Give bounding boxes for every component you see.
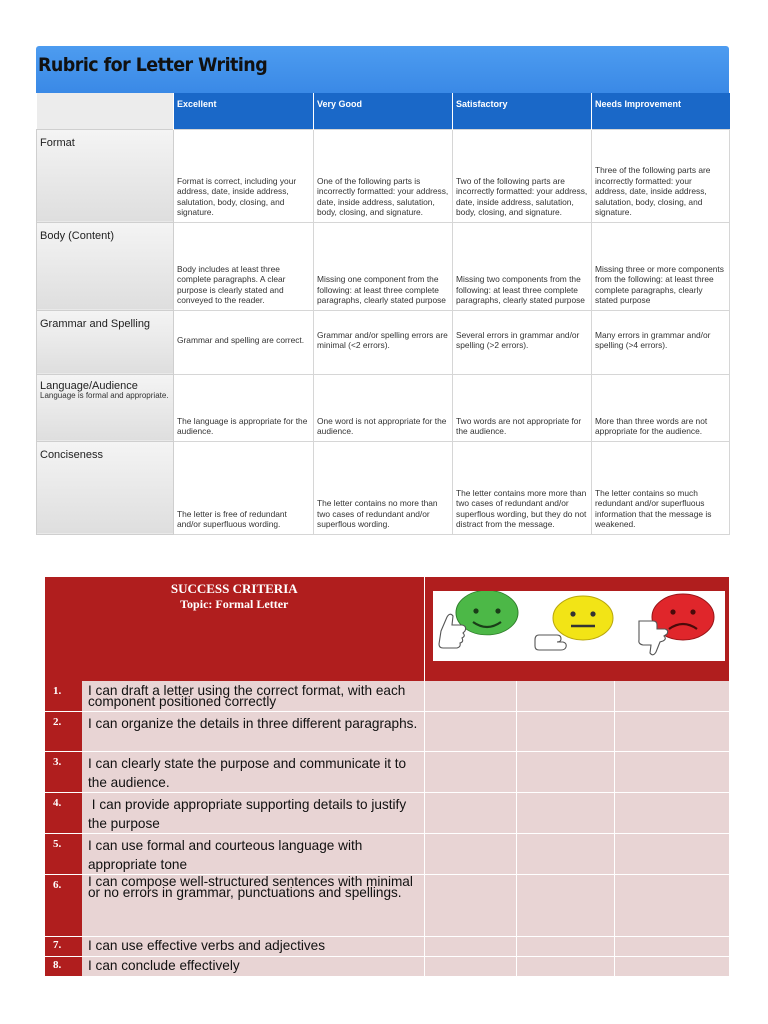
rating-box-happy[interactable] — [424, 681, 516, 711]
rubric-row-conciseness — [37, 441, 730, 534]
sad-thumbs-down-icon — [638, 594, 713, 655]
level-satisfactory: Satisfactory — [453, 93, 592, 129]
criteria-number: 2. — [45, 711, 82, 751]
rating-box-happy[interactable] — [424, 956, 516, 976]
rating-box-sad[interactable] — [614, 956, 729, 976]
rubric-cell: Grammar and/or spelling errors are minimal (<2 errors). — [314, 310, 453, 374]
rubric-cell: Three of the following parts are incorrectly formatted: your address, date, inside address, salutation, body, closing, and signature. — [592, 129, 730, 222]
rubric-cell: Format is correct, including your address, date, inside address, salutation, body, closing, and signature. — [174, 129, 314, 222]
criteria-statement: I can use formal and courteous language with appropriate tone — [82, 833, 424, 874]
rating-box-sad[interactable] — [614, 792, 729, 833]
criteria-number: 3. — [45, 751, 82, 792]
level-excellent: Excellent — [174, 93, 314, 129]
happy-thumbs-up-icon — [439, 591, 518, 648]
rubric-cell: More than three words are not appropriate for the audience. — [592, 374, 730, 441]
criterion-name: Conciseness — [40, 448, 103, 461]
success-criteria-topic: Topic: Formal Letter — [180, 597, 289, 611]
rubric-cell: The language is appropriate for the audience. — [174, 374, 314, 441]
rating-box-happy[interactable] — [424, 711, 516, 751]
rating-box-neutral[interactable] — [516, 936, 614, 956]
criteria-row-8 — [45, 956, 729, 976]
rating-box-sad[interactable] — [614, 936, 729, 956]
rubric-row-language — [37, 374, 730, 441]
criterion-name: Format — [40, 136, 75, 149]
criterion-name: Body (Content) — [40, 229, 114, 242]
criterion-cell — [37, 222, 174, 310]
rating-box-neutral[interactable] — [516, 956, 614, 976]
rubric-cell: The letter contains so much redundant and/or superfluous information that the message is weakened. — [592, 441, 730, 534]
criteria-row-2 — [45, 711, 729, 751]
rubric-cell: Several errors in grammar and/or spelling (>2 errors). — [453, 310, 592, 374]
criteria-statement: I can use effective verbs and adjectives — [82, 936, 424, 956]
criteria-row-7 — [45, 936, 729, 956]
rubric-cell: Missing two components from the following: at least three complete paragraphs, clearly stated purpose — [453, 222, 592, 310]
success-criteria-section — [45, 577, 729, 977]
criterion-cell — [37, 441, 174, 534]
rating-box-sad[interactable] — [614, 833, 729, 874]
criteria-row-5 — [45, 833, 729, 874]
letter-writing-rubric — [36, 46, 729, 546]
rubric-title-bar — [36, 46, 729, 93]
rubric-cell: Grammar and spelling are correct. — [174, 310, 314, 374]
rubric-cell: One word is not appropriate for the audience. — [314, 374, 453, 441]
criteria-number: 7. — [45, 936, 82, 956]
success-criteria-header — [45, 577, 729, 681]
rubric-cell: The letter is free of redundant and/or superfluous wording. — [174, 441, 314, 534]
rubric-cell: Two words are not appropriate for the audience. — [453, 374, 592, 441]
criteria-statement: I can draft a letter using the correct format, with each component positioned correctly — [82, 681, 424, 711]
rubric-table — [36, 93, 730, 535]
criterion-name: Language/Audience — [40, 379, 138, 392]
rating-box-sad[interactable] — [614, 711, 729, 751]
criteria-statement: I can provide appropriate supporting details to justify the purpose — [82, 792, 424, 833]
success-criteria-table — [45, 577, 729, 977]
criteria-row-6 — [45, 874, 729, 936]
criteria-statement: I can organize the details in three different paragraphs. — [82, 711, 424, 751]
rating-box-happy[interactable] — [424, 751, 516, 792]
rubric-row-grammar — [37, 310, 730, 374]
rubric-row-body — [37, 222, 730, 310]
criteria-number: 5. — [45, 833, 82, 874]
success-criteria-title-cell — [45, 577, 424, 681]
rating-faces-cell — [424, 577, 729, 681]
rating-faces-graphic — [433, 591, 725, 661]
rating-box-neutral[interactable] — [516, 751, 614, 792]
rubric-row-format — [37, 129, 730, 222]
criterion-cell — [37, 374, 174, 441]
rating-box-sad[interactable] — [614, 681, 729, 711]
rubric-cell: Missing three or more components from the following: at least three complete paragraphs, clearly stated purpose — [592, 222, 730, 310]
rating-box-neutral[interactable] — [516, 681, 614, 711]
rating-box-sad[interactable] — [614, 874, 729, 936]
rating-box-happy[interactable] — [424, 936, 516, 956]
criterion-note: Language is formal and appropriate. — [40, 390, 169, 400]
criteria-number: 6. — [45, 874, 82, 936]
criteria-statement: I can clearly state the purpose and communicate it to the audience. — [82, 751, 424, 792]
criterion-cell — [37, 310, 174, 374]
criterion-name: Grammar and Spelling — [40, 317, 151, 330]
rating-box-happy[interactable] — [424, 833, 516, 874]
criteria-number: 8. — [45, 956, 82, 976]
criteria-row-3 — [45, 751, 729, 792]
level-needs-improvement: Needs Improvement — [592, 93, 730, 129]
criteria-number: 1. — [45, 681, 82, 711]
criteria-statement: I can conclude effectively — [82, 956, 424, 976]
rubric-cell: Many errors in grammar and/or spelling (>4 errors). — [592, 310, 730, 374]
criteria-statement: I can compose well-structured sentences with minimal or no errors in grammar, punctuations and spellings. — [82, 874, 424, 936]
rating-box-happy[interactable] — [424, 792, 516, 833]
rubric-cell: Body includes at least three complete paragraphs. A clear purpose is clearly stated and conveyed to the reader. — [174, 222, 314, 310]
rating-faces — [433, 591, 725, 661]
rating-box-neutral[interactable] — [516, 833, 614, 874]
rubric-cell: The letter contains more more than two cases of redundant and/or superflous wording, but they do not distract from the message. — [453, 441, 592, 534]
rubric-header-blank — [37, 93, 174, 129]
rubric-header-row — [37, 93, 730, 129]
rating-box-neutral[interactable] — [516, 792, 614, 833]
rating-box-happy[interactable] — [424, 874, 516, 936]
rubric-cell: The letter contains no more than two cases of redundant and/or superflous wording. — [314, 441, 453, 534]
rubric-cell: Missing one component from the following: at least three complete paragraphs, clearly stated purpose — [314, 222, 453, 310]
success-criteria-title: SUCCESS CRITERIA — [170, 581, 298, 596]
neutral-thumbs-sideways-icon — [535, 596, 613, 650]
rubric-title: Rubric for Letter Writing — [38, 54, 268, 76]
criteria-number: 4. — [45, 792, 82, 833]
criteria-row-1 — [45, 681, 729, 711]
rating-box-neutral[interactable] — [516, 711, 614, 751]
rubric-cell: Two of the following parts are incorrectly formatted: your address, date, inside address, salutation, body, closing, and signature. — [453, 129, 592, 222]
rating-box-neutral[interactable] — [516, 874, 614, 936]
criteria-row-4 — [45, 792, 729, 833]
rubric-cell: One of the following parts is incorrectly formatted: your address, date, inside address, salutation, body, closing, and signature. — [314, 129, 453, 222]
criterion-cell — [37, 129, 174, 222]
level-very-good: Very Good — [314, 93, 453, 129]
rating-box-sad[interactable] — [614, 751, 729, 792]
